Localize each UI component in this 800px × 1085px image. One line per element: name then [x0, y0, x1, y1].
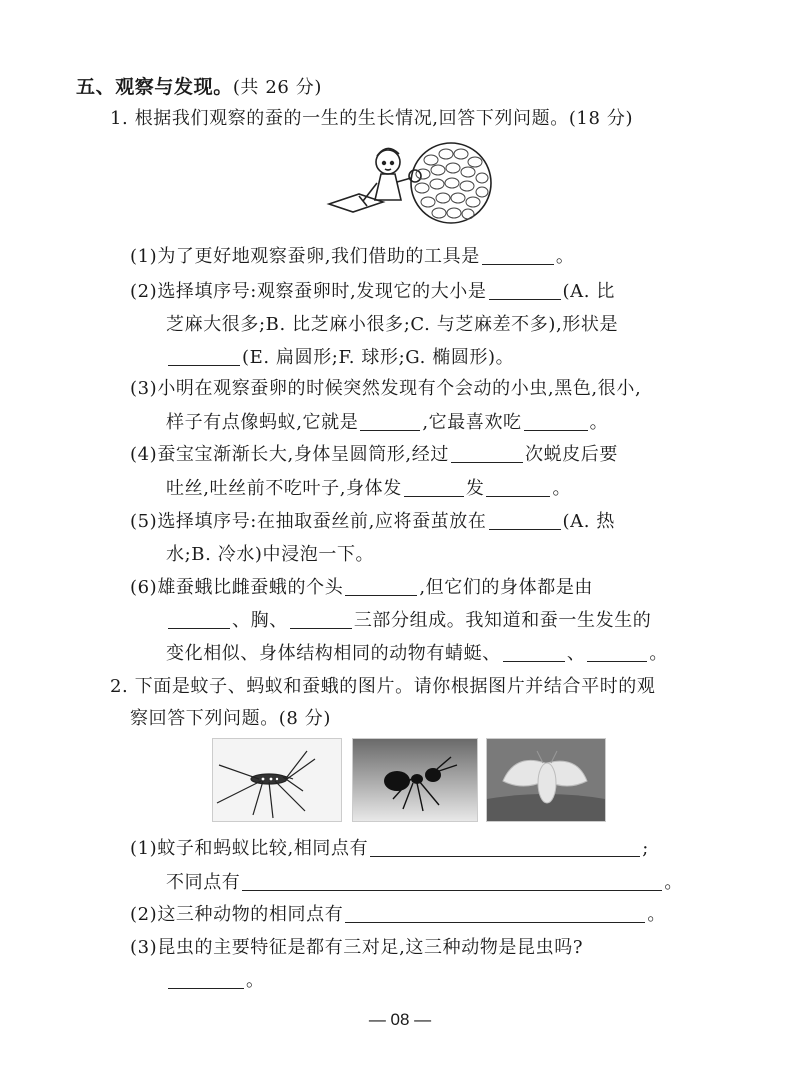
q1-part-6-line-1: (6)雄蚕蛾比雌蚕蛾的个头 ,但它们的身体都是由	[130, 577, 594, 598]
q2-part-3-line-2: 。	[166, 968, 265, 994]
answer-blank[interactable]	[360, 412, 420, 431]
q1-part-3-line-1: (3)小明在观察蚕卵的时候突然发现有个会动的小虫,黑色,很小,	[130, 378, 642, 399]
answer-blank[interactable]	[482, 246, 554, 265]
question-2-stem-line-1: 2. 下面是蚊子、蚂蚁和蚕蛾的图片。请你根据图片并结合平时的观	[110, 676, 656, 697]
section-title: 五、观察与发现。	[76, 76, 233, 98]
q1-part-2-line-2: 芝麻大很多;B. 比芝麻小很多;C. 与芝麻差不多),形状是	[166, 314, 619, 335]
ant-photo	[352, 738, 478, 822]
q2-part-3-line-1: (3)昆虫的主要特征是都有三对足,这三种动物是昆虫吗?	[130, 937, 584, 958]
answer-blank[interactable]	[489, 511, 561, 530]
q2-part-1-line-2: 不同点有 。	[166, 872, 684, 893]
q1-part-4-line-1: (4)蚕宝宝渐渐长大,身体呈圆筒形,经过 次蜕皮后要	[130, 444, 618, 465]
q1-part-2-line-3: (E. 扁圆形;F. 球形;G. 椭圆形)。	[166, 345, 514, 371]
answer-blank[interactable]	[345, 904, 645, 923]
answer-blank[interactable]	[168, 970, 244, 989]
answer-blank[interactable]	[168, 610, 230, 629]
q1-part-4-line-2: 吐丝,吐丝前不吃叶子,身体发 发 。	[166, 478, 572, 499]
answer-blank[interactable]	[404, 478, 464, 497]
question-2-stem-line-2: 察回答下列问题。(8 分)	[130, 708, 332, 729]
answer-blank[interactable]	[587, 643, 647, 662]
answer-blank[interactable]	[451, 444, 523, 463]
answer-blank[interactable]	[242, 872, 662, 891]
q1-part-5-line-2: 水;B. 冷水)中浸泡一下。	[166, 544, 375, 565]
section-heading	[76, 74, 322, 101]
page-number: — 08 —	[368, 1010, 432, 1029]
q1-part-1: (1)为了更好地观察蚕卵,我们借助的工具是 。	[130, 246, 575, 267]
section-score: (共 26 分)	[232, 77, 323, 98]
answer-blank[interactable]	[489, 281, 561, 300]
answer-blank[interactable]	[486, 478, 550, 497]
q1-part-2-line-1: (2)选择填序号:观察蚕卵时,发现它的大小是 (A. 比	[130, 281, 615, 302]
question-1-stem: 1. 根据我们观察的蚕的一生的生长情况,回答下列问题。(18 分)	[110, 108, 634, 129]
q1-part-6-line-2: 、胸、 三部分组成。我知道和蚕一生发生的	[166, 608, 651, 634]
silk-moth-photo	[486, 738, 606, 822]
q1-part-3-line-2: 样子有点像蚂蚁,它就是 ,它最喜欢吃 。	[166, 412, 609, 433]
q2-part-1-line-1: (1)蚊子和蚂蚁比较,相同点有 ;	[130, 838, 649, 859]
answer-blank[interactable]	[370, 838, 640, 857]
q2-part-2: (2)这三种动物的相同点有 。	[130, 904, 666, 925]
q1-part-6-line-3: 变化相似、身体结构相同的动物有蜻蜓、 、 。	[166, 643, 669, 664]
answer-blank[interactable]	[503, 643, 565, 662]
answer-blank[interactable]	[168, 347, 240, 366]
answer-blank[interactable]	[290, 610, 352, 629]
mosquito-photo	[212, 738, 342, 822]
answer-blank[interactable]	[524, 412, 588, 431]
boy-magnifier-illustration	[325, 138, 495, 228]
answer-blank[interactable]	[345, 577, 417, 596]
q1-part-5-line-1: (5)选择填序号:在抽取蚕丝前,应将蚕茧放在 (A. 热	[130, 511, 615, 532]
